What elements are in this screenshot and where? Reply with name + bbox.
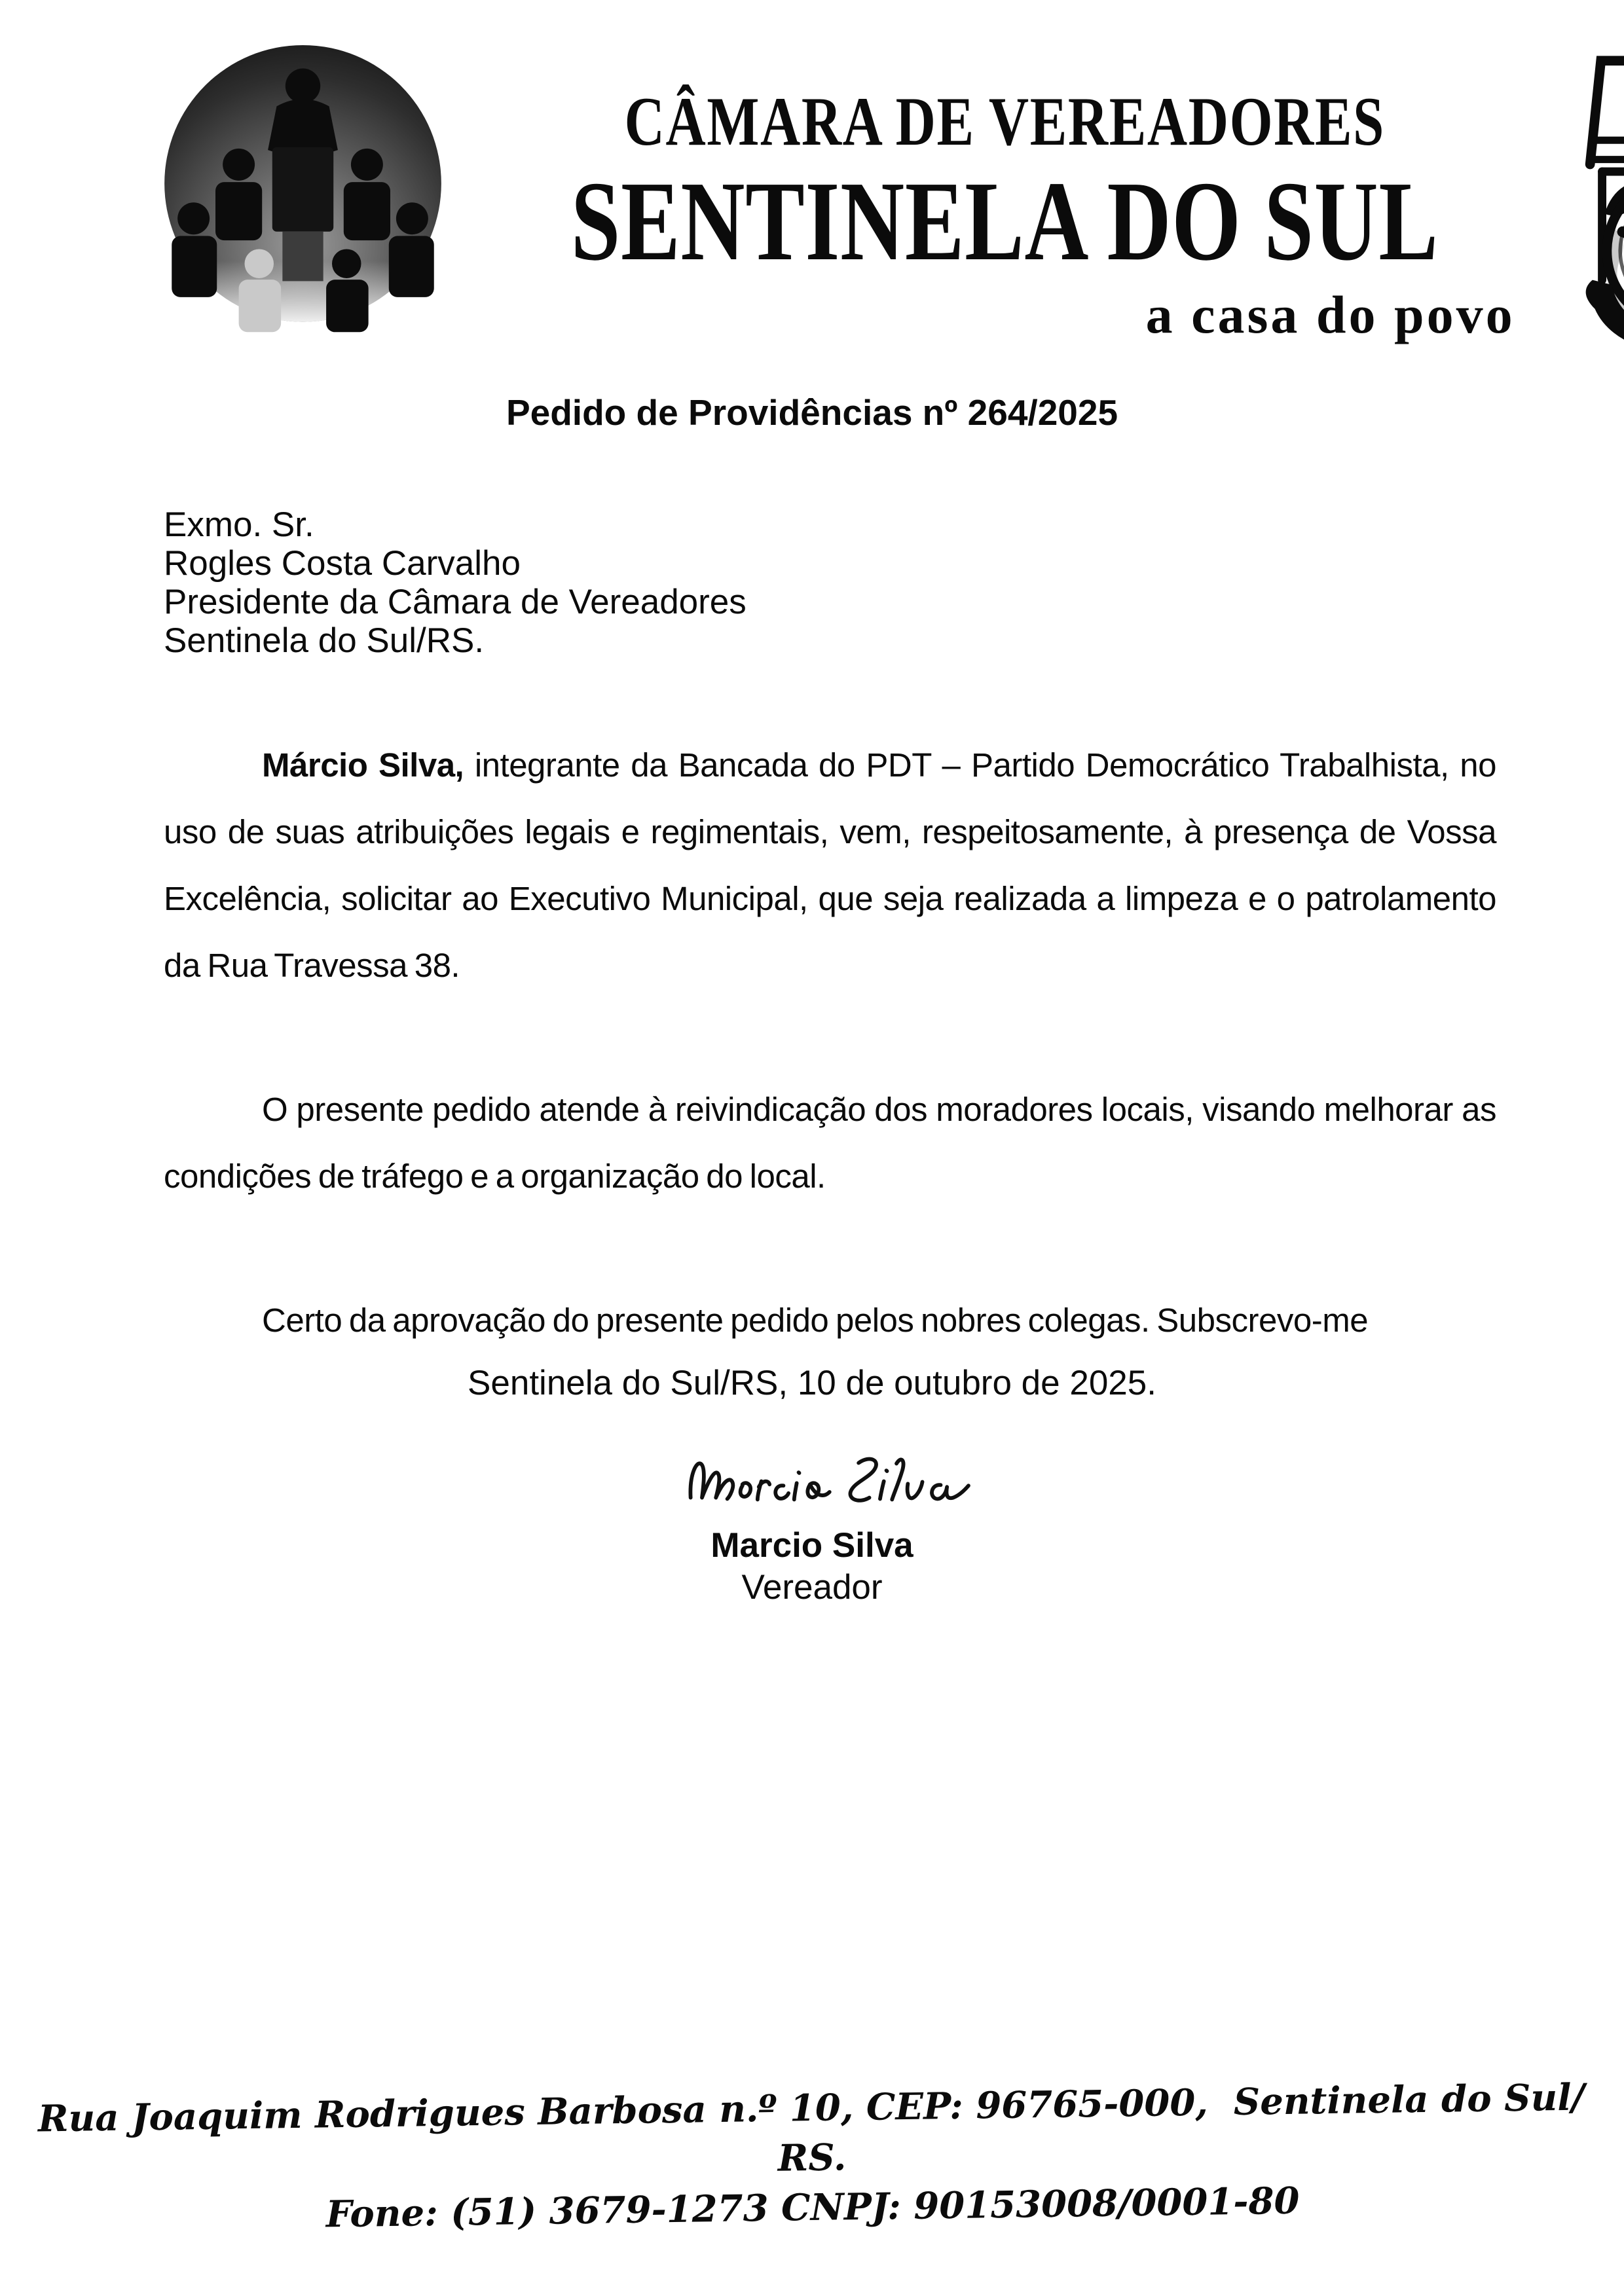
handwritten-signature-icon: [673, 1437, 1014, 1525]
footer-phone: Fone: (51) 3679-1273 CNPJ: 90153008/0001-80: [325, 2179, 1300, 2236]
org-name-line1: CÂMARA DE VEREADORES: [624, 83, 1385, 160]
recipient-block: [164, 505, 747, 660]
org-tagline: a casa do povo: [1145, 285, 1515, 344]
paragraph-justification: O presente pedido atende à reivindicação dos moradores locais, visando melhorar as condições de tráfego e a organização do local.: [164, 1091, 1496, 1195]
paragraph-closing: Certo da aprovação do presente pedido pelos nobres colegas. Subscrevo-me: [262, 1302, 1369, 1339]
paragraph-request-text: integrante da Bancada do PDT – Partido Democrático Trabalhista, no uso de suas atribuições legais e regimentais, vem, respeitosamente, à presença de Vossa Excelência, solicitar ao Executivo Municipal, que seja realizada a limpeza e o patrolamento da Rua Travessa 38.: [164, 746, 1496, 984]
footer-block: [0, 2072, 1624, 2244]
org-name-line2: SENTINELA DO SUL: [570, 158, 1439, 284]
signatory-name: Marcio Silva: [710, 1526, 913, 1565]
date-line: Sentinela do Sul/RS, 10 de outubro de 2025.: [468, 1364, 1156, 1402]
recipient-line: Exmo. Sr.: [164, 505, 314, 544]
recipient-line: Sentinela do Sul/RS.: [164, 621, 485, 660]
letterhead: [157, 41, 1515, 348]
sender-name: Márcio Silva,: [262, 746, 464, 784]
organization-name-block: [449, 85, 1561, 344]
document-title: Pedido de Providências nº 264/2025: [506, 392, 1118, 433]
letter-body: [164, 732, 1496, 1354]
paragraph-request: [164, 732, 1496, 999]
recipient-line: Presidente da Câmara de Vereadores: [164, 583, 747, 621]
people-assembly-logo-icon: [157, 41, 449, 335]
signatory-role: Vereador: [741, 1568, 883, 1607]
recipient-line: Rogles Costa Carvalho: [164, 544, 521, 583]
footer-address: Rua Joaquim Rodrigues Barbosa n.º 10, CEP: 96765-000, Sentinela do Sul/ RS.: [37, 2075, 1585, 2180]
signature-block: [0, 1437, 1624, 1607]
coat-of-arms-icon: [1561, 41, 1624, 348]
